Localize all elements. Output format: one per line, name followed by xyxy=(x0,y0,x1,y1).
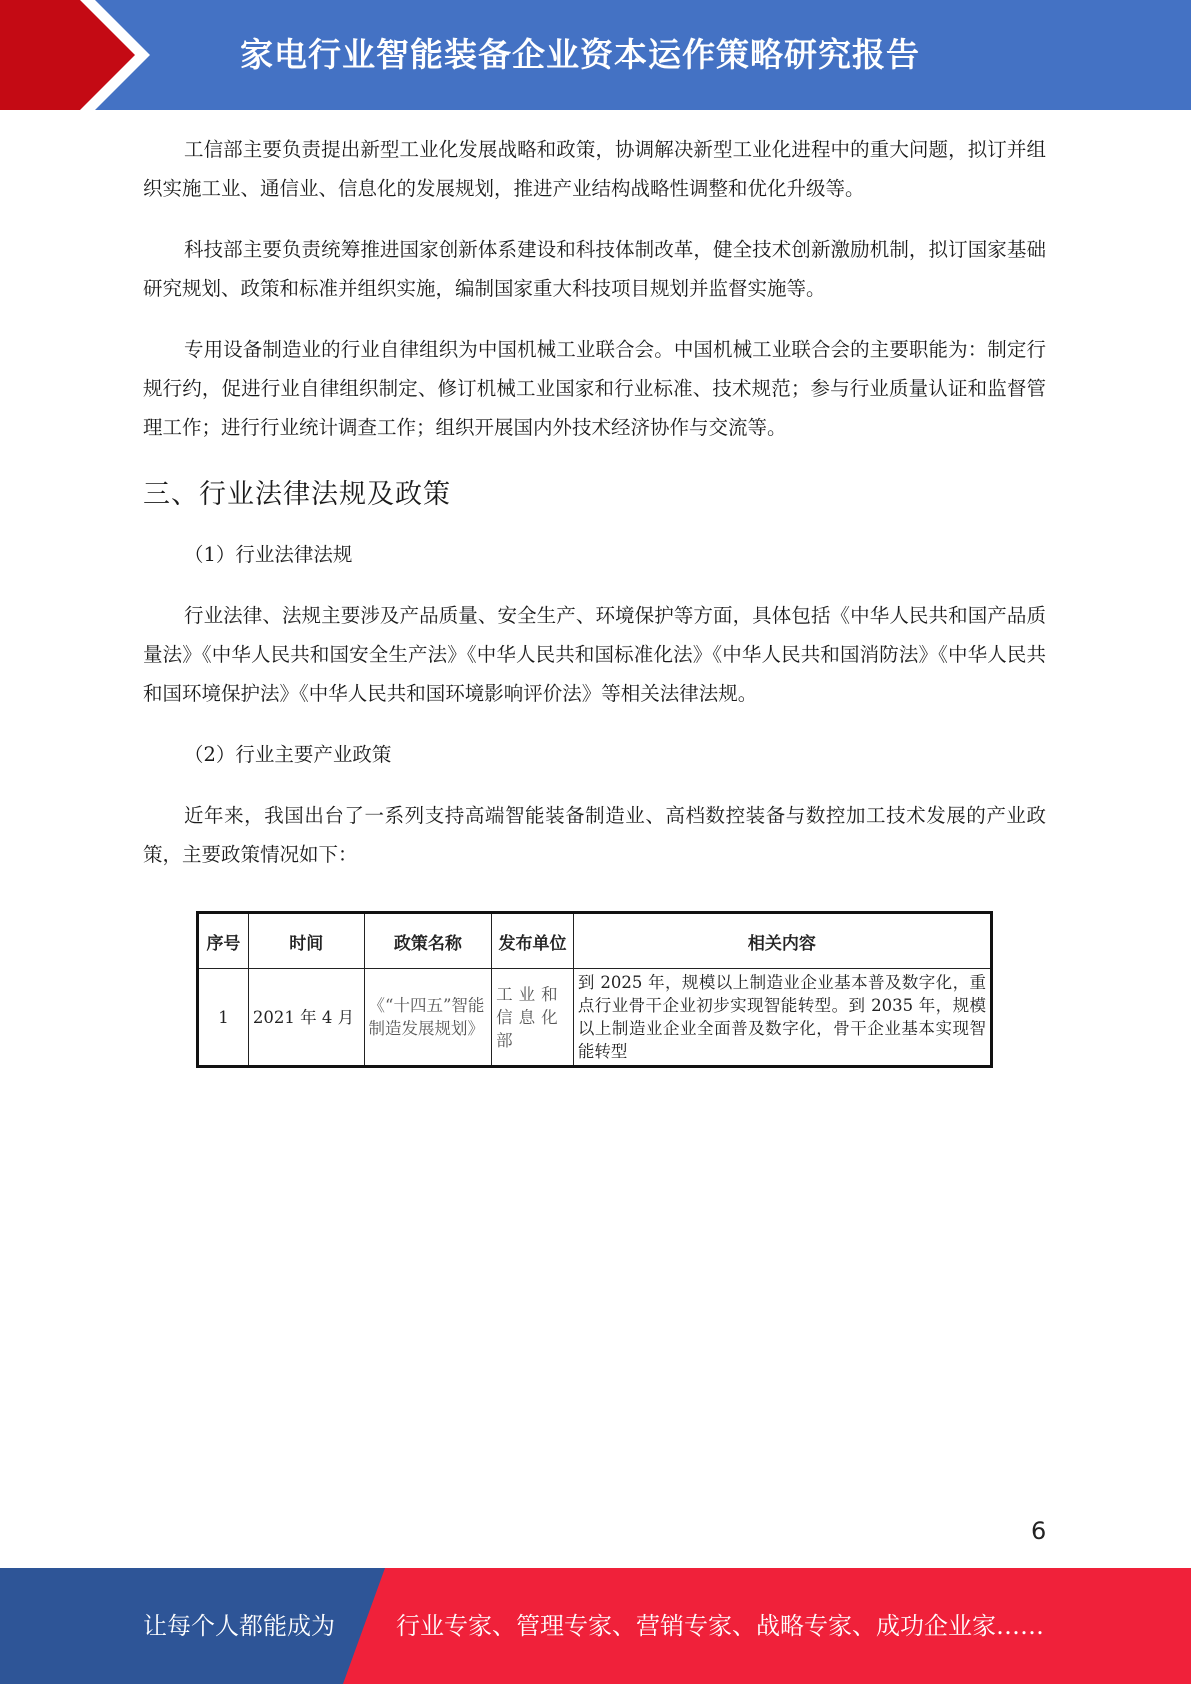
paragraph-most: 科技部主要负责统筹推进国家创新体系建设和科技体制改革，健全技术创新激励机制，拟订国家基础研究规划、政策和标准并组织实施，编制国家重大科技项目规划并监督实施等。 xyxy=(143,238,1046,300)
cell-org: 工业和信息化部 xyxy=(492,969,574,1067)
footer-slogan-right: 行业专家、管理专家、营销专家、战略专家、成功企业家…… xyxy=(396,1612,1044,1640)
page-number: 6 xyxy=(1031,1517,1047,1545)
paragraph-laws: 行业法律、法规主要涉及产品质量、安全生产、环境保护等方面，具体包括《中华人民共和国产品质量法》《中华人民共和国安全生产法》《中华人民共和国标准化法》《中华人民共和国消防法》《中华人民共和国环境保护法》《中华人民共和国环境影响评价法》等相关法律法规。 xyxy=(143,604,1046,705)
column-header-content: 相关内容 xyxy=(573,913,991,969)
paragraph-miit: 工信部主要负责提出新型工业化发展战略和政策，协调解决新型工业化进程中的重大问题，拟订并组织实施工业、通信业、信息化的发展规划，推进产业结构战略性调整和优化升级等。 xyxy=(143,138,1046,200)
section-heading: 三、行业法律法规及政策 xyxy=(143,479,451,510)
subheading-laws: （1）行业法律法规 xyxy=(184,543,353,566)
report-title: 家电行业智能装备企业资本运作策略研究报告 xyxy=(240,35,920,74)
policy-table-wrapper xyxy=(196,911,993,1068)
column-header-org: 发布单位 xyxy=(492,913,574,969)
table-header-row xyxy=(198,913,992,969)
paragraph-association: 专用设备制造业的行业自律组织为中国机械工业联合会。中国机械工业联合会的主要职能为：制定行规行约，促进行业自律组织制定、修订机械工业国家和行业标准、技术规范；参与行业质量认证和监督管理工作；进行行业统计调查工作；组织开展国内外技术经济协作与交流等。 xyxy=(143,338,1046,439)
footer-slogan-left: 让每个人都能成为 xyxy=(143,1612,335,1640)
cell-content: 到 2025 年，规模以上制造业企业基本普及数字化，重点行业骨干企业初步实现智能转型。到 2035 年，规模以上制造业企业全面普及数字化，骨干企业基本实现智能转型 xyxy=(573,969,991,1067)
cell-no: 1 xyxy=(198,969,249,1067)
cell-time: 2021 年 4 月 xyxy=(248,969,364,1067)
column-header-no: 序号 xyxy=(198,913,249,969)
table-row xyxy=(198,969,992,1067)
subheading-policies: （2）行业主要产业政策 xyxy=(184,743,392,766)
policy-table xyxy=(196,911,993,1068)
cell-policy-name: 《“十四五”智能制造发展规划》 xyxy=(364,969,492,1067)
page-footer xyxy=(0,1568,1191,1684)
paragraph-policies: 近年来，我国出台了一系列支持高端智能装备制造业、高档数控装备与数控加工技术发展的产业政策，主要政策情况如下： xyxy=(143,804,1046,866)
column-header-time: 时间 xyxy=(248,913,364,969)
page-header xyxy=(0,0,1191,110)
column-header-name: 政策名称 xyxy=(364,913,492,969)
main-content xyxy=(143,130,1046,896)
